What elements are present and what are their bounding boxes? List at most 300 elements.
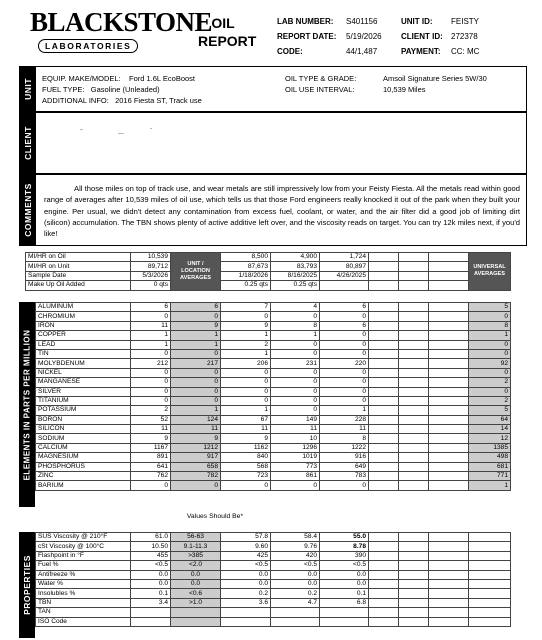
empty-cell	[399, 425, 429, 434]
element-row	[36, 331, 511, 340]
element-history-value: 0	[221, 396, 271, 405]
sample-history-value: 8,500	[221, 253, 271, 262]
element-universal-average: 5	[469, 406, 511, 415]
empty-cell	[429, 396, 469, 405]
property-should-be: 9.1-11.3	[171, 542, 221, 551]
element-universal-average: 8	[469, 321, 511, 330]
element-current-value: 9	[131, 434, 171, 443]
element-history-value: 0	[271, 340, 320, 349]
element-row	[36, 378, 511, 387]
property-row	[36, 533, 511, 542]
property-history-value: 0.0	[271, 570, 320, 579]
empty-cell	[399, 462, 429, 471]
property-history-value: 0.0	[320, 570, 369, 579]
element-history-value: 1	[221, 406, 271, 415]
empty-cell	[399, 415, 429, 424]
empty-cell	[429, 579, 469, 588]
element-name: COPPER	[36, 331, 131, 340]
property-history-value	[221, 608, 271, 617]
unit-section-label: UNIT	[23, 78, 33, 100]
sample-current-value: 5/3/2026	[131, 271, 171, 280]
empty-cell	[399, 434, 429, 443]
empty-cell	[429, 425, 469, 434]
property-should-be: <2.0	[171, 561, 221, 570]
element-current-value: 641	[131, 462, 171, 471]
empty-cell	[429, 443, 469, 452]
element-name: TITANIUM	[36, 396, 131, 405]
element-unit-average: 1212	[171, 443, 221, 452]
element-universal-average: 681	[469, 462, 511, 471]
sample-history-value: 4,900	[271, 253, 320, 262]
unit-averages-header: UNIT / LOCATION AVERAGES	[171, 253, 221, 291]
element-current-value: 1	[131, 331, 171, 340]
property-history-value: 0.2	[221, 589, 271, 598]
empty-cell	[399, 262, 429, 271]
property-name: Antifreeze %	[36, 570, 131, 579]
element-current-value: 0	[131, 481, 171, 490]
element-universal-average: 14	[469, 425, 511, 434]
lab-info-labels	[277, 14, 336, 59]
empty-cell	[399, 303, 429, 312]
element-history-value: 0	[221, 387, 271, 396]
element-history-value: 67	[221, 415, 271, 424]
element-universal-average: 498	[469, 453, 511, 462]
property-current-value	[131, 608, 171, 617]
sample-current-value: 89,712	[131, 262, 171, 271]
element-name: TIN	[36, 349, 131, 358]
client-section-label: CLIENT	[23, 126, 33, 160]
element-history-value: 861	[271, 472, 320, 481]
empty-cell	[399, 368, 429, 377]
sample-history-value: 0.25 qts	[271, 281, 320, 290]
redacted-mark	[118, 133, 124, 134]
empty-cell	[429, 453, 469, 462]
empty-cell	[399, 598, 429, 607]
lab-info-values	[346, 14, 382, 59]
empty-cell	[369, 617, 399, 626]
element-universal-average: 5	[469, 303, 511, 312]
empty-cell	[429, 608, 469, 617]
oil-interval-value: 10,539 Miles	[383, 85, 426, 94]
empty-cell	[429, 303, 469, 312]
empty-cell	[399, 349, 429, 358]
element-history-value: 9	[221, 321, 271, 330]
code-label: CODE:	[277, 47, 303, 56]
redacted-mark	[80, 129, 83, 130]
sample-row-label: MI/HR on Oil	[26, 253, 131, 262]
element-history-value: 0	[320, 349, 369, 358]
element-history-value: 0	[320, 378, 369, 387]
element-row	[36, 396, 511, 405]
element-history-value: 0	[221, 368, 271, 377]
empty-cell	[429, 340, 469, 349]
property-history-value: 0.0	[221, 570, 271, 579]
title-line1: OIL	[211, 15, 235, 31]
client-id-label: CLIENT ID:	[401, 32, 443, 41]
property-history-value: 390	[320, 551, 369, 560]
element-history-value: 0	[320, 312, 369, 321]
fuel-label: FUEL TYPE:	[42, 85, 85, 94]
element-history-value: 0	[221, 312, 271, 321]
element-history-value: 0	[271, 368, 320, 377]
empty-cell	[429, 415, 469, 424]
property-history-value	[221, 617, 271, 626]
property-should-be	[171, 617, 221, 626]
unit-section-tab	[20, 67, 36, 111]
element-name: MOLYBDENUM	[36, 359, 131, 368]
element-history-value: 4	[271, 303, 320, 312]
property-history-value: 6.8	[320, 598, 369, 607]
empty-cell	[399, 443, 429, 452]
empty-cell	[469, 617, 511, 626]
element-history-value: 916	[320, 453, 369, 462]
element-name: MANGANESE	[36, 378, 131, 387]
element-row	[36, 387, 511, 396]
property-current-value: 0.0	[131, 579, 171, 588]
empty-cell	[429, 462, 469, 471]
element-history-value: 1	[271, 331, 320, 340]
element-history-value: 1	[320, 406, 369, 415]
element-universal-average: 92	[469, 359, 511, 368]
empty-cell	[369, 608, 399, 617]
empty-cell	[429, 368, 469, 377]
element-universal-average: 0	[469, 312, 511, 321]
property-history-value: 0.0	[221, 579, 271, 588]
empty-cell	[429, 542, 469, 551]
element-current-value: 11	[131, 321, 171, 330]
element-history-value: 0	[271, 406, 320, 415]
empty-cell	[399, 453, 429, 462]
element-universal-average: 1	[469, 481, 511, 490]
property-row	[36, 542, 511, 551]
property-current-value: 3.4	[131, 598, 171, 607]
property-history-value: 55.0	[320, 533, 369, 542]
elements-section-tab	[19, 302, 35, 507]
empty-cell	[429, 434, 469, 443]
empty-cell	[429, 271, 469, 280]
universal-averages-header: UNIVERSAL AVERAGES	[469, 253, 511, 291]
property-history-value: 9.76	[271, 542, 320, 551]
oil-type-label: OIL TYPE & GRADE:	[285, 74, 357, 83]
empty-cell	[369, 396, 399, 405]
property-name: Fuel %	[36, 561, 131, 570]
empty-cell	[399, 551, 429, 560]
element-unit-average: 0	[171, 481, 221, 490]
element-history-value: 0	[271, 378, 320, 387]
sample-history-value: 0.25 qts	[221, 281, 271, 290]
property-history-value: 58.4	[271, 533, 320, 542]
element-history-value: 1019	[271, 453, 320, 462]
elements-table	[35, 302, 511, 491]
empty-cell	[369, 481, 399, 490]
element-history-value: 1296	[271, 443, 320, 452]
empty-cell	[369, 321, 399, 330]
empty-cell	[429, 253, 469, 262]
empty-cell	[399, 331, 429, 340]
empty-cell	[399, 281, 429, 290]
empty-cell	[369, 453, 399, 462]
property-current-value: 455	[131, 551, 171, 560]
element-history-value: 206	[221, 359, 271, 368]
empty-cell	[399, 542, 429, 551]
empty-cell	[399, 617, 429, 626]
empty-cell	[369, 349, 399, 358]
property-row	[36, 579, 511, 588]
empty-cell	[429, 472, 469, 481]
property-history-value: <0.5	[271, 561, 320, 570]
element-name: SILVER	[36, 387, 131, 396]
element-unit-average: 11	[171, 425, 221, 434]
element-history-value: 0	[271, 312, 320, 321]
property-history-value: 0.2	[271, 589, 320, 598]
unit-id-value: FEISTY	[451, 17, 480, 26]
element-history-value: 1	[221, 331, 271, 340]
element-universal-average: 12	[469, 434, 511, 443]
empty-cell	[399, 579, 429, 588]
property-should-be: 56-63	[171, 533, 221, 542]
element-unit-average: 0	[171, 349, 221, 358]
empty-cell	[469, 570, 511, 579]
element-history-value: 6	[320, 303, 369, 312]
element-history-value: 1222	[320, 443, 369, 452]
empty-cell	[429, 481, 469, 490]
empty-cell	[429, 561, 469, 570]
element-name: NICKEL	[36, 368, 131, 377]
element-history-value: 11	[271, 425, 320, 434]
empty-cell	[429, 321, 469, 330]
element-row	[36, 340, 511, 349]
element-row	[36, 321, 511, 330]
element-name: ZINC	[36, 472, 131, 481]
property-history-value: <0.5	[320, 561, 369, 570]
property-row	[36, 617, 511, 626]
property-history-value	[271, 617, 320, 626]
empty-cell	[469, 579, 511, 588]
client-info-values	[451, 14, 479, 59]
empty-cell	[399, 321, 429, 330]
property-row	[36, 608, 511, 617]
payment-label: PAYMENT:	[401, 47, 441, 56]
empty-cell	[369, 262, 399, 271]
property-current-value: <0.5	[131, 561, 171, 570]
element-current-value: 1167	[131, 443, 171, 452]
empty-cell	[429, 589, 469, 598]
empty-cell	[429, 359, 469, 368]
property-history-value: 8.78	[320, 542, 369, 551]
element-current-value: 0	[131, 349, 171, 358]
client-id-value: 272378	[451, 32, 478, 41]
element-current-value: 1	[131, 340, 171, 349]
property-name: Insolubles %	[36, 589, 131, 598]
element-unit-average: 782	[171, 472, 221, 481]
element-universal-average: 2	[469, 378, 511, 387]
empty-cell	[399, 533, 429, 542]
additional-value: 2016 Fiesta ST, Track use	[115, 96, 202, 105]
property-should-be: >1.0	[171, 598, 221, 607]
comments-text: All those miles on top of track use, and wear metals are still impressively low from your Feisty Fiesta. All the metals read within good range of averages after 10,539 miles of oil use, which tells us that those Ford engineers really knocked it out of the park when they built your engine. Per usual, we didn't detect any contamination from excess fuel, coolant, or water, and the air filter did a good job of limiting dirt (silicon) accumulation. The TBN shows plenty of active additive left over, and the viscosity reads on target. You can try 12k miles next, if you'd like!	[44, 184, 520, 239]
sample-row	[26, 253, 511, 262]
blackstone-logo	[30, 7, 213, 56]
element-history-value: 0	[320, 387, 369, 396]
empty-cell	[429, 570, 469, 579]
property-current-value: 10.50	[131, 542, 171, 551]
element-universal-average: 1385	[469, 443, 511, 452]
sample-row-label: MI/HR on Unit	[26, 262, 131, 271]
element-history-value: 1162	[221, 443, 271, 452]
property-current-value	[131, 617, 171, 626]
element-history-value: 783	[320, 472, 369, 481]
empty-cell	[369, 331, 399, 340]
empty-cell	[429, 349, 469, 358]
element-history-value: 228	[320, 415, 369, 424]
element-current-value: 6	[131, 303, 171, 312]
sample-info-table	[25, 252, 511, 291]
element-history-value: 8	[320, 434, 369, 443]
element-unit-average: 0	[171, 312, 221, 321]
sample-history-value: 1/18/2026	[221, 271, 271, 280]
element-unit-average: 6	[171, 303, 221, 312]
element-unit-average: 1	[171, 406, 221, 415]
element-history-value: 840	[221, 453, 271, 462]
empty-cell	[399, 561, 429, 570]
property-history-value: 3.6	[221, 598, 271, 607]
element-current-value: 0	[131, 378, 171, 387]
empty-cell	[369, 415, 399, 424]
client-section	[19, 112, 527, 174]
empty-cell	[399, 253, 429, 262]
redacted-mark	[150, 128, 152, 129]
property-history-value: 425	[221, 551, 271, 560]
element-history-value: 220	[320, 359, 369, 368]
empty-cell	[399, 378, 429, 387]
sample-history-value: 8/16/2025	[271, 271, 320, 280]
client-info-labels	[401, 14, 443, 59]
element-history-value: 2	[221, 340, 271, 349]
property-history-value: 4.7	[271, 598, 320, 607]
element-current-value: 11	[131, 425, 171, 434]
element-unit-average: 9	[171, 434, 221, 443]
element-name: LEAD	[36, 340, 131, 349]
element-history-value: 568	[221, 462, 271, 471]
element-history-value: 9	[221, 434, 271, 443]
payment-value: CC: MC	[451, 47, 480, 56]
element-history-value: 0	[271, 396, 320, 405]
empty-cell	[429, 387, 469, 396]
element-row	[36, 349, 511, 358]
empty-cell	[369, 462, 399, 471]
element-universal-average: 2	[469, 396, 511, 405]
element-history-value: 0	[320, 396, 369, 405]
client-section-tab	[20, 113, 36, 173]
empty-cell	[369, 533, 399, 542]
element-history-value: 0	[271, 349, 320, 358]
element-row	[36, 406, 511, 415]
empty-cell	[399, 406, 429, 415]
logo-wordmark: BLACKSTONE	[30, 7, 213, 37]
empty-cell	[369, 271, 399, 280]
elements-section-label: ELEMENTS IN PARTS PER MILLION	[22, 329, 32, 480]
element-name: SODIUM	[36, 434, 131, 443]
element-current-value: 891	[131, 453, 171, 462]
element-name: CHROMIUM	[36, 312, 131, 321]
property-name: TBN	[36, 598, 131, 607]
sample-row	[26, 281, 511, 290]
empty-cell	[399, 481, 429, 490]
empty-cell	[399, 312, 429, 321]
element-history-value: 0	[320, 368, 369, 377]
properties-section-tab	[19, 532, 35, 638]
empty-cell	[369, 340, 399, 349]
element-row	[36, 312, 511, 321]
oil-interval-label: OIL USE INTERVAL:	[285, 85, 355, 94]
element-row	[36, 303, 511, 312]
empty-cell	[399, 570, 429, 579]
property-current-value: 0.0	[131, 570, 171, 579]
element-row	[36, 425, 511, 434]
empty-cell	[399, 271, 429, 280]
equip-value: Ford 1.6L EcoBoost	[128, 74, 195, 83]
element-unit-average: 1	[171, 331, 221, 340]
sample-history-value: 80,897	[320, 262, 369, 271]
empty-cell	[429, 312, 469, 321]
property-row	[36, 589, 511, 598]
element-unit-average: 124	[171, 415, 221, 424]
element-name: IRON	[36, 321, 131, 330]
sample-history-value: 87,673	[221, 262, 271, 271]
property-row	[36, 570, 511, 579]
element-row	[36, 462, 511, 471]
element-row	[36, 453, 511, 462]
element-universal-average: 1	[469, 331, 511, 340]
empty-cell	[399, 387, 429, 396]
empty-cell	[369, 598, 399, 607]
property-history-value: 0.0	[320, 579, 369, 588]
element-history-value: 0	[320, 481, 369, 490]
element-history-value: 0	[320, 331, 369, 340]
property-row	[36, 561, 511, 570]
element-history-value: 10	[271, 434, 320, 443]
empty-cell	[369, 551, 399, 560]
empty-cell	[469, 598, 511, 607]
empty-cell	[369, 570, 399, 579]
empty-cell	[469, 589, 511, 598]
property-name: Water %	[36, 579, 131, 588]
property-history-value	[271, 608, 320, 617]
empty-cell	[429, 331, 469, 340]
element-name: BARIUM	[36, 481, 131, 490]
sample-history-value: 83,793	[271, 262, 320, 271]
element-current-value: 0	[131, 396, 171, 405]
element-universal-average: 64	[469, 415, 511, 424]
element-current-value: 762	[131, 472, 171, 481]
element-history-value: 11	[320, 425, 369, 434]
element-history-value: 7	[221, 303, 271, 312]
empty-cell	[399, 359, 429, 368]
property-should-be: >385	[171, 551, 221, 560]
element-history-value: 11	[221, 425, 271, 434]
empty-cell	[369, 378, 399, 387]
empty-cell	[369, 561, 399, 570]
empty-cell	[369, 312, 399, 321]
element-unit-average: 1	[171, 340, 221, 349]
element-history-value: 8	[271, 321, 320, 330]
element-row	[36, 434, 511, 443]
values-should-be-header: Values Should Be*	[186, 513, 244, 520]
empty-cell	[369, 434, 399, 443]
empty-cell	[399, 608, 429, 617]
empty-cell	[429, 262, 469, 271]
comments-section-tab	[20, 175, 36, 245]
